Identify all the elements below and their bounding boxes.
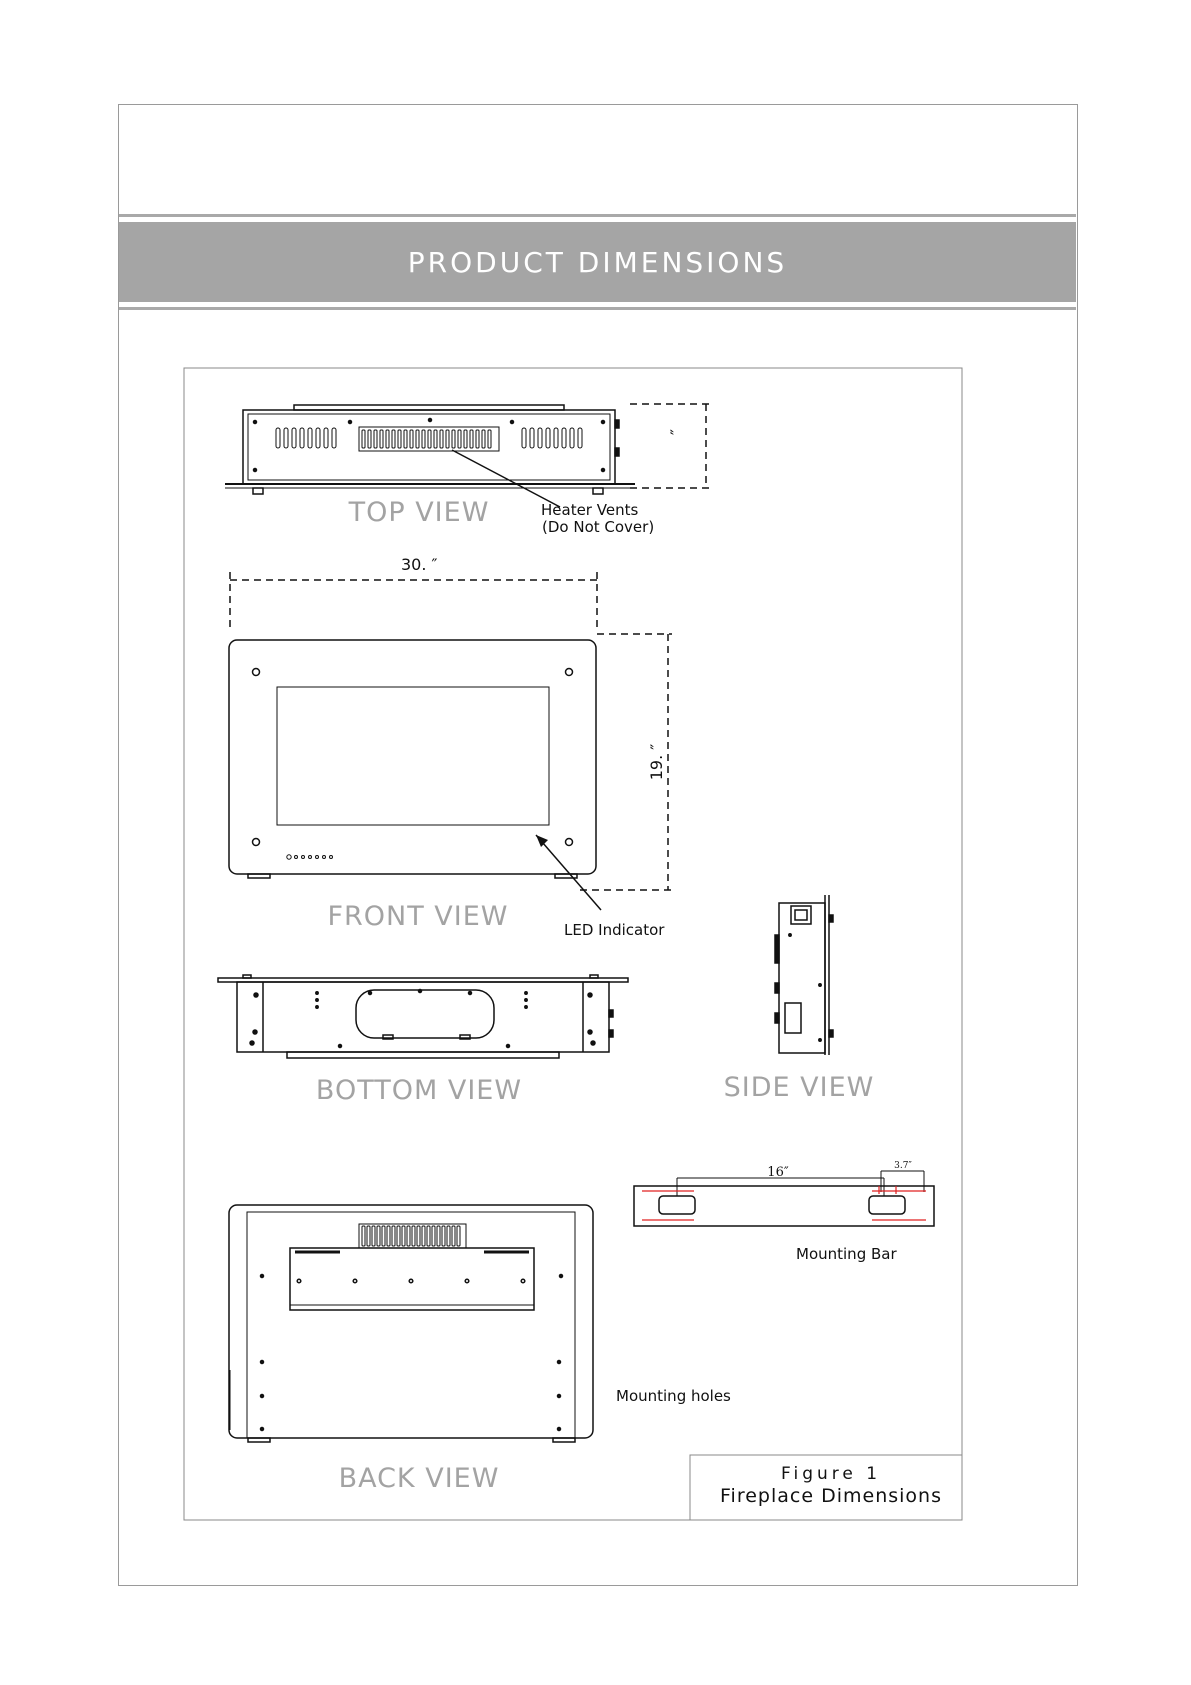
heater-vents-note: (Do Not Cover) — [542, 518, 655, 536]
vent-slot — [422, 430, 425, 448]
vent-slot — [374, 430, 377, 448]
led-indicator-label: LED Indicator — [564, 921, 665, 939]
side-view-drawing — [775, 895, 833, 1055]
vent-slot — [308, 428, 312, 448]
height-value: 19. ″ — [647, 743, 666, 781]
led-dot — [302, 856, 305, 859]
width-dimension — [230, 572, 597, 632]
top-view-drawing — [225, 405, 635, 494]
vent-slot — [452, 430, 455, 448]
vent-slot — [447, 1226, 450, 1246]
vent-slot — [482, 430, 485, 448]
vent-slot — [380, 430, 383, 448]
depth-value: ″ — [667, 429, 686, 435]
vent-slot — [382, 1226, 385, 1246]
led-indicator-dots — [287, 855, 333, 859]
vent-slot — [397, 1226, 400, 1246]
vent-slot — [457, 1226, 460, 1246]
bottom-view-label: BOTTOM VIEW — [315, 1075, 523, 1106]
vent-slot — [292, 428, 296, 448]
vent-slot — [432, 1226, 435, 1246]
vent-slot — [446, 430, 449, 448]
vent-slot — [530, 428, 534, 448]
right-vent-group — [522, 428, 582, 448]
bottom-view-drawing — [218, 975, 628, 1058]
vent-slot — [554, 428, 558, 448]
bar-span-value: 16″ — [767, 1165, 789, 1180]
vent-slot — [458, 430, 461, 448]
vent-slot — [386, 430, 389, 448]
led-dot — [287, 855, 291, 859]
vent-slot — [398, 430, 401, 448]
vent-slot — [372, 1226, 375, 1246]
led-dot — [309, 856, 312, 859]
led-dot — [316, 856, 319, 859]
vent-slot — [416, 430, 419, 448]
vent-slot — [284, 428, 288, 448]
vent-slot — [437, 1226, 440, 1246]
bar-slot-value: 3.7″ — [894, 1161, 912, 1171]
vent-slot — [367, 1226, 370, 1246]
vent-slot — [392, 430, 395, 448]
vent-slot — [562, 428, 566, 448]
page-title: PRODUCT DIMENSIONS — [407, 245, 788, 279]
vent-slot — [464, 430, 467, 448]
vent-slot — [440, 430, 443, 448]
led-dot — [295, 856, 298, 859]
vent-slot — [387, 1226, 390, 1246]
vent-slot — [442, 1226, 445, 1246]
heater-vents-label: Heater Vents — [541, 501, 639, 519]
vent-slot — [276, 428, 280, 448]
mounting-holes-label: Mounting holes — [616, 1387, 731, 1405]
vent-slot — [300, 428, 304, 448]
back-vent-group — [362, 1226, 460, 1246]
vent-slot — [522, 428, 526, 448]
center-vent-group — [362, 430, 491, 448]
vent-slot — [410, 430, 413, 448]
led-indicator-arrow — [536, 835, 548, 847]
vent-slot — [476, 430, 479, 448]
vent-slot — [434, 430, 437, 448]
vent-slot — [427, 1226, 430, 1246]
led-dot — [330, 856, 333, 859]
side-view-label: SIDE VIEW — [723, 1072, 875, 1103]
vent-slot — [368, 430, 371, 448]
vent-slot — [404, 430, 407, 448]
vent-slot — [362, 1226, 365, 1246]
vent-slot — [362, 430, 365, 448]
vent-slot — [538, 428, 542, 448]
led-dot — [323, 856, 326, 859]
vent-slot — [570, 428, 574, 448]
back-view-drawing — [229, 1205, 593, 1442]
led-indicator-leader — [536, 835, 601, 910]
top-view-label: TOP VIEW — [348, 497, 490, 528]
mounting-bar-red-arrows — [642, 1186, 926, 1220]
vent-slot — [324, 428, 328, 448]
vent-slot — [392, 1226, 395, 1246]
vent-slot — [578, 428, 582, 448]
left-vent-group — [276, 428, 336, 448]
vent-slot — [412, 1226, 415, 1246]
vent-slot — [546, 428, 550, 448]
vent-slot — [488, 430, 491, 448]
vent-slot — [377, 1226, 380, 1246]
back-view-label: BACK VIEW — [338, 1463, 500, 1494]
vent-slot — [407, 1226, 410, 1246]
figure-number: Figure 1 — [780, 1464, 882, 1484]
mounting-bar-label: Mounting Bar — [796, 1245, 897, 1263]
vent-slot — [428, 430, 431, 448]
vent-slot — [470, 430, 473, 448]
vent-slot — [402, 1226, 405, 1246]
vent-slot — [422, 1226, 425, 1246]
width-value: 30. ″ — [401, 555, 438, 574]
depth-dimension — [630, 404, 712, 488]
vent-slot — [316, 428, 320, 448]
figure-caption: Fireplace Dimensions — [720, 1485, 942, 1507]
vent-slot — [332, 428, 336, 448]
vent-slot — [417, 1226, 420, 1246]
vent-slot — [452, 1226, 455, 1246]
figure-frame — [184, 368, 962, 1520]
front-view-label: FRONT VIEW — [327, 901, 509, 932]
